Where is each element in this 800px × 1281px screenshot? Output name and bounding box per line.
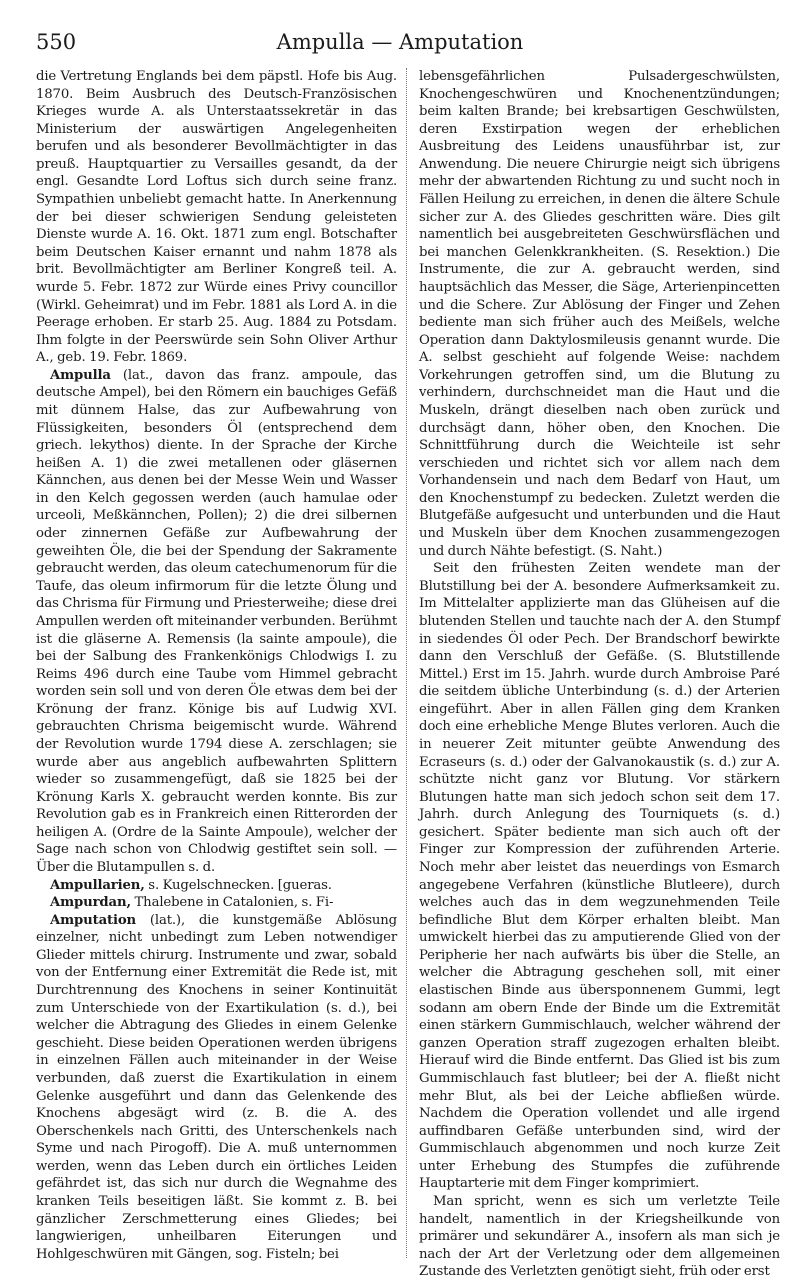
entry-ampullarien [36,877,397,895]
entry-text: s. Kugelschnecken. [144,877,275,893]
paragraph: lebensgefährlichen Pulsadergeschwülsten, Knochengeschwüren und Knochenentzündungen; beim kalten Brande; bei krebsartigen Geschwülsten, deren Exstirpation wegen der erheblichen Ausbreitung des Leidens unausführbar ist, zur Anwendung. Die neuere Chirurgie neigt sich übrigens mehr der abwartenden Richtung zu und sucht noch in Fällen Heilung zu erreichen, in denen die ältere Schule sicher zur A. des Gliedes geschritten wäre. Dies gilt namentlich bei ausgebreiteten Geschwürsflächen und bei manchen Gelenkkrankheiten. (S. Resektion.) Die Instrumente, die zur A. gebraucht werden, sind hauptsächlich das Messer, die Säge, Arterienpincetten und die Schere. Zur Ablösung der Finger und Zehen bediente man sich früher auch des Meißels, welche Operation dann Daktylosmileusis genannt wurde. Die A. selbst geschieht auf folgende Weise: nachdem Vorkehrungen getroffen sind, um die Blutung zu verhindern, durchschneidet man die Haut und die Muskeln, drängt dieselben nach oben zurück und durchsägt dann, höher oben, den Knochen. Die Schnittführung durch die Weichteile ist sehr verschieden und richtet sich vor allem nach dem Vorhandensein und nach dem Bedarf von Haut, um den Knochenstumpf zu bedecken. Zuletzt werden die Blutgefäße aufgesucht und unterbunden und die Haut und Muskeln über dem Knochen zusammengezogen und durch Nähte befestigt. (S. Naht.) [419,69,780,559]
entry-text: Thalebene in Catalonien, s. Fi- [130,895,334,911]
text-columns [36,68,780,1280]
entry-text: (lat.), die kunstgemäße Ablösung einzelner, nicht unbedingt zum Leben notwendiger Glieder mittels chirurg. Instrumente und zwar, sobald von der Entfernung einer Extremität die Rede ist, mit Durchtrennung des Knochens in seiner Kontinuität zum Unterschiede von der Exartikulation (s. d.), bei welcher die Abtragung des Gliedes in einem Gelenke geschieht. Diese beiden Operationen werden übrigens in einzelnen Fällen auch miteinander in der Weise verbunden, daß zuerst die Exartikulation in einem Gelenke ausgeführt und dann das Gelenkende des Knochens abgesägt wird (z. B. die A. des Oberschenkels nach Gritti, des Unterschenkels nach Syme und nach Pirogoff). Die A. muß unternommen werden, wenn das Leben durch ein örtliches Leiden gefährdet ist, das sich nur durch die Wegnahme des kranken Teils beseitigen läßt. Sie kommt z. B. bei gänzlicher Zerschmetterung eines Gliedes; bei langwierigen, unheilbaren Eiterungen und Hohlgeschwüren mit Gängen, sog. Fisteln; bei [36,912,397,1262]
right-column [419,68,780,1280]
lemma-ampullarien: Ampullarien, [50,877,145,893]
lemma-ampulla: Ampulla [50,367,111,383]
entry-continuation: die Vertretung Englands bei dem päpstl. Hofe bis Aug. 1870. Beim Ausbruch des Deutsch-Französischen Krieges wurde A. als Unterstaatssekretär in das Ministerium der auswärtigen Angelegenheiten berufen und als besonderer Bevollmächtigter in das preuß. Hauptquartier zu Versailles gesandt, da der engl. Gesandte Lord Loftus sich durch seine franz. Sympathien unbeliebt gemacht hatte. In Anerkennung der bei dieser schwierigen Sendung geleisteten Dienste wurde A. 16. Okt. 1871 zum engl. Botschafter beim Deutschen Kaiser ernannt und nahm 1878 als brit. Bevollmächtigter am Berliner Kongreß teil. A. wurde 5. Febr. 1872 zur Würde eines Privy councillor (Wirkl. Geheimrat) und im Febr. 1881 als Lord A. in die Peerage erhoben. Er starb 25. Aug. 1884 zu Potsdam. Ihm folgte in der Peerswürde sein Sohn Oliver Arthur A., geb. 19. Febr. 1869. [36,69,397,366]
paragraph: Seit den frühesten Zeiten wendete man der Blutstillung bei der A. besondere Aufmerksamkeit zu. Im Mittelalter applizierte man das Glüheisen auf die blutenden Stellen und tauchte nach der A. den Stumpf in siedendes Öl oder Pech. Der Brandschorf bewirkte dann den Verschluß der Gefäße. (S. Blutstillende Mittel.) Erst im 15. Jahrh. wurde durch Ambroise Paré die seitdem übliche Unterbindung (s. d.) der Arterien eingeführt. Aber in allen Fällen ging dem Kranken doch eine erhebliche Menge Blutes verloren. Auch die in neuerer Zeit mitunter geübte Anwendung des Ecraseurs (s. d.) oder der Galvanokaustik (s. d.) zur A. schützte nicht ganz vor Blutung. Vor stärkern Blutungen hatte man sich jedoch schon seit dem 17. Jahrh. durch Anlegung des Tourniquets (s. d.) gesichert. Später bediente man sich auch oft der Finger zur Kompression der zuführenden Arterie. Noch mehr aber leistet das neuerdings von Esmarch angegebene Verfahren (künstliche Blutleere), durch welches auch das in dem wegzunehmenden Teile befindliche Blut dem Körper erhalten bleibt. Man umwickelt hierbei das zu amputierende Glied von der Peripherie her nach aufwärts bis über die Stelle, an welcher die Abtragung geschehen soll, mit einer elastischen Binde aus übersponnenem Gummi, legt sodann am obern Ende der Binde um die Extremität einen stärkern Gummischlauch, welcher während der ganzen Operation straff zugezogen erhalten bleibt. Hierauf wird die Binde entfernt. Das Glied ist bis zum Gummischlauch fast blutleer; bei der A. fließt nicht mehr Blut, als bei der Leiche abfließen würde. Nachdem die Operation vollendet und alle irgend auffindbaren Gefäße unterbunden sind, wird der Gummischlauch abgenommen und noch kurze Zeit unter Erhebung des Stumpfes die zuführende Hauptarterie mit dem Finger komprimiert. [419,561,780,1192]
entry-amputation [36,912,397,1264]
carry-over-fragment: [gueras. [274,877,332,893]
column-divider [406,68,407,1258]
lemma-ampurdan: Ampurdan, [50,895,131,911]
page-number: 550 [36,30,77,54]
entry-text: (lat., davon das franz. ampoule, das deutsche Ampel), bei den Römern ein bauchiges Gefäß mit dünnem Halse, das zur Aufbewahrung von Flüssigkeiten, besonders Öl (entsprechend dem griech. lekythos) diente. In der Sprache der Kirche heißen A. 1) die zwei metallenen oder gläsernen Kännchen, aus denen bei der Messe Wein und Wasser in den Kelch gegossen werden (auch hamulae oder urceoli, Meßkännchen, Pollen); 2) die drei silbernen oder zinnernen Gefäße zur Aufbewahrung der geweihten Öle, die bei der Spendung der Sakramente gebraucht werden, das oleum catechumenorum für die Taufe, das oleum infirmorum für die letzte Ölung und das Chrisma für Firmung und Priesterweihe; diese drei Ampullen werden oft miteinander verbunden. Berühmt ist die gläserne A. Remensis (la sainte ampoule), die bei der Salbung des Frankenkönigs Chlodwigs I. zu Reims 496 durch eine Taube vom Himmel gebracht worden sein soll und von deren Öle etwas dem bei der Krönung der franz. Könige bis auf Ludwig XVI. gebrauchten Chrisma beigemischt wurde. Während der Revolution wurde 1794 diese A. zerschlagen; sie wurde aber aus angeblich aufbewahrten Splittern wieder so zusammengefügt, daß sie 1825 bei der Krönung Karls X. gebraucht werden konnte. Bis zur Revolution gab es in Frankreich einen Ritterorden der heiligen A. (Ordre de la Sainte Ampoule), welcher der Sage nach schon von Chlodwig gestiftet sein soll. — Über die Blutampullen s. d. [36,367,397,876]
lemma-amputation: Amputation [50,912,137,928]
left-column [36,68,397,1262]
running-title: Ampulla — Amputation [276,30,524,54]
entry-ampurdan [36,894,397,912]
entry-ampulla [36,367,397,877]
paragraph: Man spricht, wenn es sich um verletzte Teile handelt, namentlich in der Kriegsheilkunde von primärer und sekundärer A., insofern als man sich je nach der Art der Verletzung oder dem allgemeinen Zustande des Verletzten genötigt sieht, früh oder erst [419,1194,780,1280]
